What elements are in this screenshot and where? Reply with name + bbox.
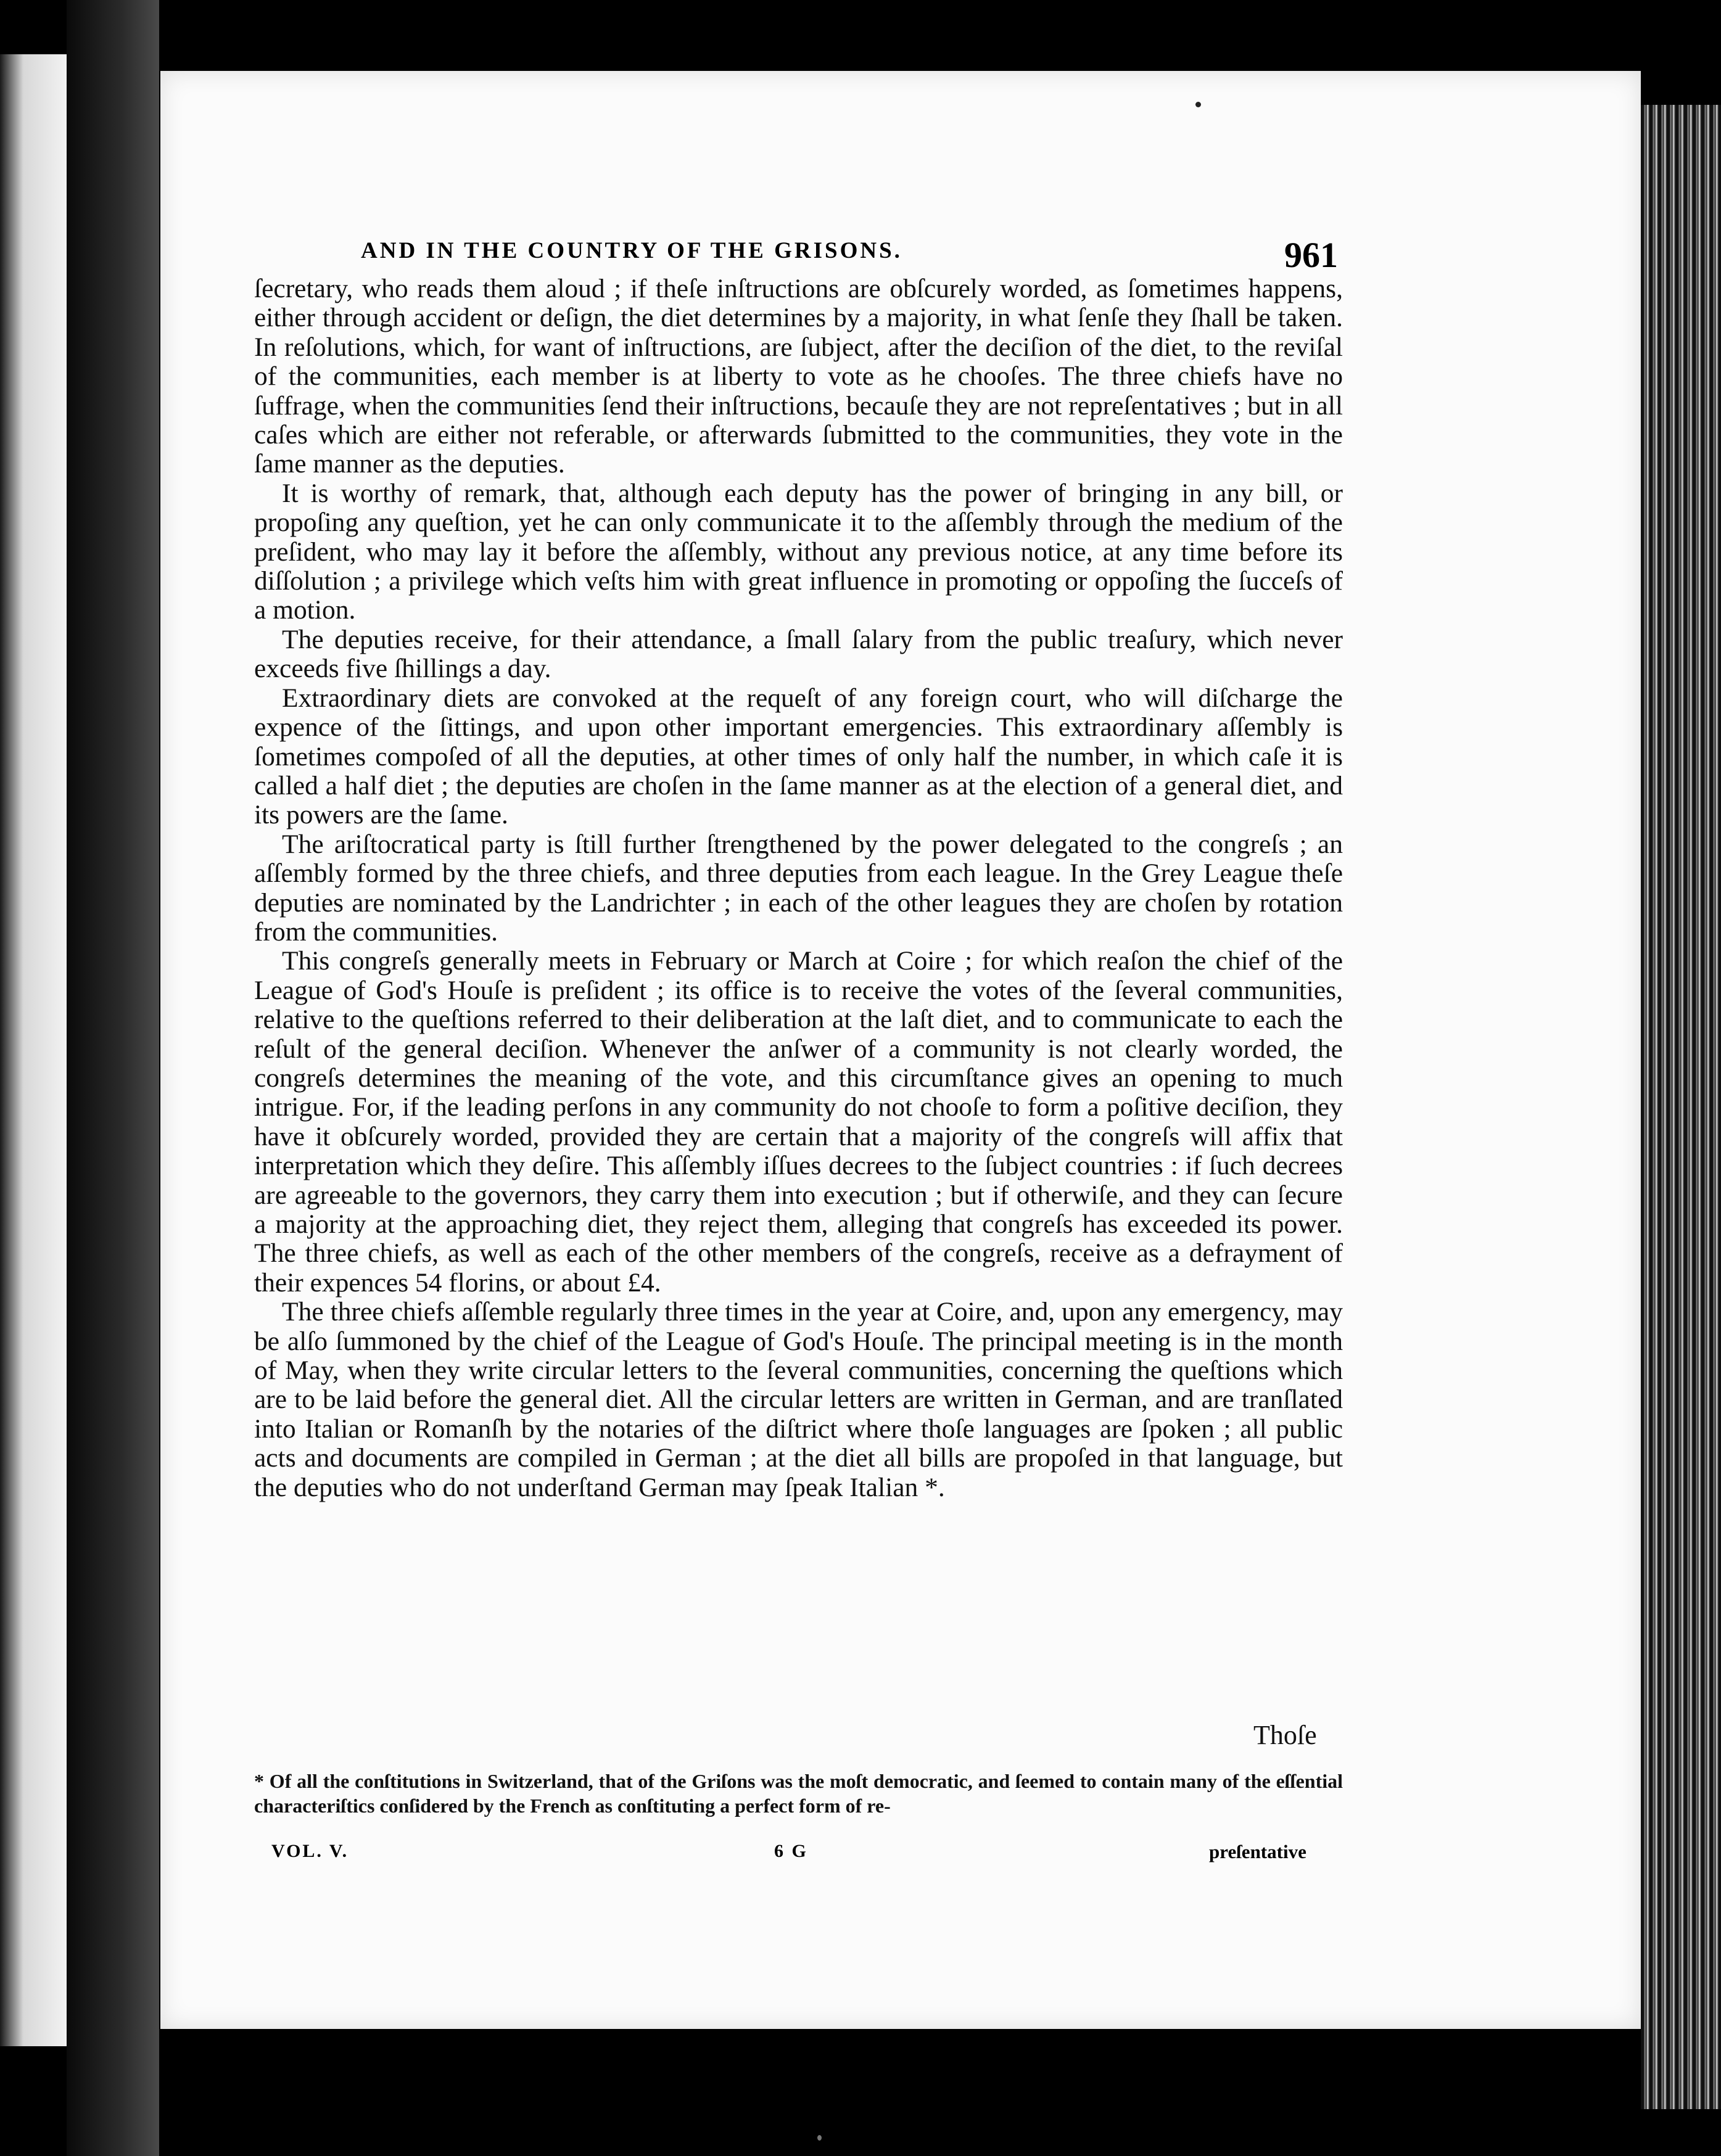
body-text <box>254 274 1343 1502</box>
facing-page-edge <box>0 54 67 2046</box>
ink-speck <box>1195 102 1201 107</box>
paragraph: The ariſtocratical party is ſtill further ſtrengthened by the power delegated to the congreſs ; an aſſembly formed by the three chiefs, and three deputies from each league. In the Grey League theſe deputies are nominated by the Landrichter ; in each of the other leagues they are choſen by rotation from the communities. <box>254 829 1343 947</box>
footnote-catchword: preſentative <box>1209 1841 1306 1862</box>
footnote: * Of all the conſtitutions in Switzerland, that of the Griſons was the moſt democratic, and ſeemed to contain many of the eſſential characteriſtics conſidered by the French as conſtituting a perfect form of re- <box>254 1770 1343 1817</box>
paragraph: This congreſs generally meets in February or March at Coire ; for which reaſon the chief of the League of God's Houſe is preſident ; its office is to receive the votes of the ſeveral communities, relative to the queſtions referred to their deliberation at the laſt diet, and to communicate to each the reſult of the general deciſion. Whenever the anſwer of a community is not clearly worded, the congreſs determines the meaning of the vote, and this circumſtance gives an opening to much intrigue. For, if the leading perſons in any community do not chooſe to form a poſitive deciſion, they have it obſcurely worded, provided they are certain that a majority of the congreſs will affix that interpretation which they deſire. This aſſembly iſſues decrees to the ſubject countries : if ſuch decrees are agreeable to the governors, they carry them into execution ; but if otherwiſe, and they can ſecure a majority at the approaching diet, they reject them, alleging that congreſs has exceeded its power. The three chiefs, as well as each of the other members of the congreſs, receive as a defrayment of their expences 54 florins, or about £4. <box>254 946 1343 1298</box>
page-edges <box>1641 105 1721 2109</box>
ink-speck <box>817 2135 822 2141</box>
book-binding <box>67 0 159 2156</box>
paragraph: The three chiefs aſſemble regularly three times in the year at Coire, and, upon any emergency, may be alſo ſummoned by the chief of the League of God's Houſe. The principal meeting is in the month of May, when they write circular letters to the ſeveral communities, concerning the queſtions which are to be laid before the general diet. All the circular letters are written in German, and are tranſlated into Italian or Romanſh by the notaries of the diſtrict where thoſe languages are ſpoken ; all public acts and documents are compiled in German ; at the diet all bills are propoſed in that language, but the deputies who do not underſtand German may ſpeak Italian *. <box>254 1297 1343 1502</box>
running-head: AND IN THE COUNTRY OF THE GRISONS. <box>361 238 902 263</box>
paragraph: ſecretary, who reads them aloud ; if theſe inſtructions are obſcurely worded, as ſometimes happens, either through accident or deſign, the diet determines by a majority, in what ſenſe they ſhall be taken. In reſolutions, which, for want of inſtructions, are ſubject, after the deciſion of the diet, to the reviſal of the communities, each member is at liberty to vote as he chooſes. The three chiefs have no ſuffrage, when the communities ſend their inſtructions, becauſe they are not repreſentatives ; but in all caſes which are either not referable, or afterwards ſubmitted to the communities, they vote in the ſame manner as the deputies. <box>254 274 1343 479</box>
volume-signature: VOL. V. <box>271 1841 349 1861</box>
catchword: Thoſe <box>1253 1720 1317 1750</box>
signature-mark: 6 G <box>774 1841 808 1861</box>
page-number: 961 <box>1284 235 1338 275</box>
paragraph: It is worthy of remark, that, although each deputy has the power of bringing in any bill, or propoſing any queſtion, yet he can only communicate it to the aſſembly through the medium of the preſident, who may lay it before the aſſembly, without any previous notice, at any time before its diſſolution ; a privilege which veſts him with great influence in promoting or oppoſing the ſucceſs of a motion. <box>254 478 1343 625</box>
paragraph: Extraordinary diets are convoked at the requeſt of any foreign court, who will diſcharge the expence of the ſittings, and upon other important emergencies. This extraordinary aſſembly is ſometimes compoſed of all the deputies, at other times of only half the number, in which caſe it is called a half diet ; the deputies are choſen in the ſame manner as at the election of a general diet, and its powers are the ſame. <box>254 683 1343 830</box>
paragraph: The deputies receive, for their attendance, a ſmall ſalary from the public treaſury, which never exceeds five ſhillings a day. <box>254 624 1343 684</box>
